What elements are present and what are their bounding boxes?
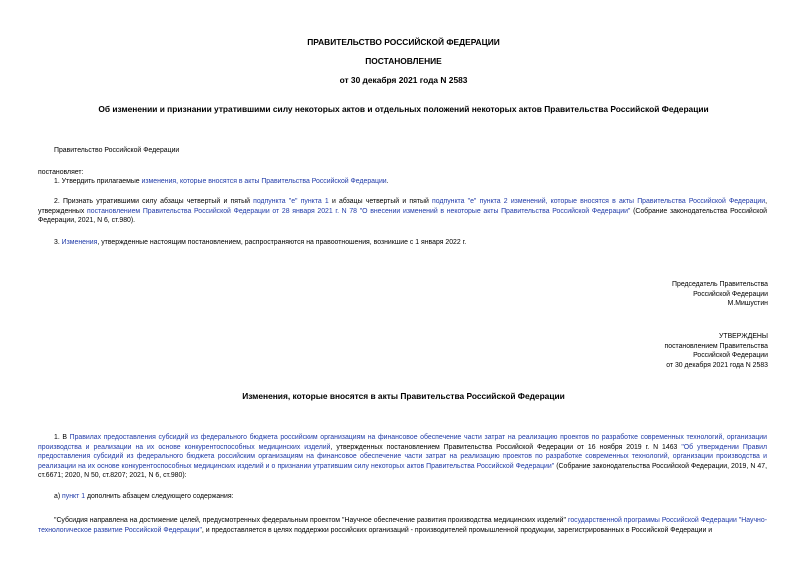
change-1 — [38, 433, 767, 481]
quoted-paragraph-text: "Субсидия направлена на достижение целей, предусмотренных федеральным проектом "Научное обеспечение развития производства медицинских изделий" — [54, 517, 568, 524]
change-1-text-c: (Собрание законодательства Российской Федерации, 2019, N 47, ст.6671; 2020, N 50, ст.8207; 2021, N 6, ст.980): — [38, 462, 767, 480]
signature-block — [528, 280, 768, 309]
paragraph-3-text-b: , утвержденные настоящим постановлением, распространяются на правоотношения, возникшие с 1 января 2022 г. — [97, 239, 467, 246]
quoted-paragraph — [38, 516, 767, 535]
approval-line-2: постановлением Правительства — [664, 342, 768, 350]
paragraph-3 — [54, 238, 466, 248]
resolution-1463-link[interactable]: "Об утверждении Правил предоставления субсидий из федерального бюджета российским организациям на финансовое обеспечение части затрат на реализацию проектов по разработке современных технологий, организации производства и реализации на их основе конкурентоспособных медицинских изделий и о признании утратившим силу некоторых актов Правительства Российской Федерации" — [38, 443, 768, 470]
document-date: от 30 декабря 2021 года N 2583 — [339, 75, 468, 85]
rules-link[interactable]: Правилах предоставления субсидий из федерального бюджета российским организациям на финансовое обеспечение части затрат на реализацию проектов по разработке современных технологий, организации производства и реализации на их основе конкурентоспособных медицинских изделий — [38, 434, 767, 451]
signature-country: Российской Федерации — [693, 290, 768, 298]
government-heading: ПРАВИТЕЛЬСТВО РОССИЙСКОЙ ФЕДЕРАЦИИ — [307, 37, 500, 47]
changes-title: Изменения, которые вносятся в акты Правительства Российской Федерации — [242, 391, 565, 401]
state-program-link[interactable]: государственной программы Российской Федерации "Научно-технологическое развитие Российской Федерации" — [38, 517, 767, 534]
signature-position: Председатель Правительства — [672, 281, 768, 288]
approval-line-3: Российской Федерации — [693, 352, 768, 360]
document-type: ПОСТАНОВЛЕНИЕ — [365, 56, 442, 66]
paragraph-1 — [54, 177, 389, 187]
approval-title: УТВЕРЖДЕНЫ — [719, 333, 768, 340]
subpoint-e-2-link[interactable]: подпункта "е" пункта 2 изменений, которые вносятся в акты Правительства Российской Федерации — [432, 198, 766, 205]
paragraph-2-text-c: , утвержденных — [38, 198, 768, 215]
change-1-a — [54, 492, 233, 502]
approval-line-4: от 30 декабря 2021 года N 2583 — [666, 361, 768, 369]
paragraph-2-text: 2. Признать утратившими силу абзацы четвертый и пятый — [54, 198, 254, 205]
paragraph-3-text: 3. — [54, 239, 62, 246]
approval-block — [528, 332, 768, 370]
changes-link-2[interactable]: Изменения — [61, 239, 98, 246]
paragraph-2-text-b: и абзацы четвертый и пятый — [328, 198, 433, 205]
change-1-text: 1. В — [54, 434, 70, 441]
change-1-text-b: , утвержденных постановлением Правительства Российской Федерации от 16 ноября 2019 г. N 1463 — [330, 443, 682, 451]
signature-name: М.Мишустин — [727, 300, 768, 308]
changes-link[interactable]: изменения, которые вносятся в акты Правительства Российской Федерации — [141, 178, 387, 185]
subpoint-e-1-link[interactable]: подпункта "е" пункта 1 — [253, 198, 329, 205]
resolution-78-link[interactable]: постановлением Правительства Российской Федерации от 28 января 2021 г. N 78 "О внесении изменений в некоторые акты Правительства Российской Федерации" — [87, 207, 631, 215]
document-title: Об изменении и признании утратившими силу некоторых актов и отдельных положений некоторых актов Правительства Российской Федерации — [98, 104, 709, 114]
change-1-a-text: а) — [54, 493, 63, 500]
change-1-a-text-b: дополнить абзацем следующего содержания: — [85, 493, 234, 500]
intro-government: Правительство Российской Федерации — [54, 147, 180, 154]
quoted-paragraph-text-b: , и предоставляется в целях поддержки российских организаций - производителей промышленной продукции, зарегистрированных в Российской Федерации и — [201, 526, 713, 534]
point-1-link[interactable]: пункт 1 — [62, 493, 86, 500]
paragraph-2 — [38, 197, 767, 226]
paragraph-1-text: 1. Утвердить прилагаемые — [54, 178, 142, 185]
paragraph-2-text-d: (Собрание законодательства Российской Федерации, 2021, N 6, ст.980). — [38, 207, 767, 225]
intro-decides: постановляет: — [38, 169, 84, 176]
paragraph-1-end: . — [386, 178, 389, 185]
